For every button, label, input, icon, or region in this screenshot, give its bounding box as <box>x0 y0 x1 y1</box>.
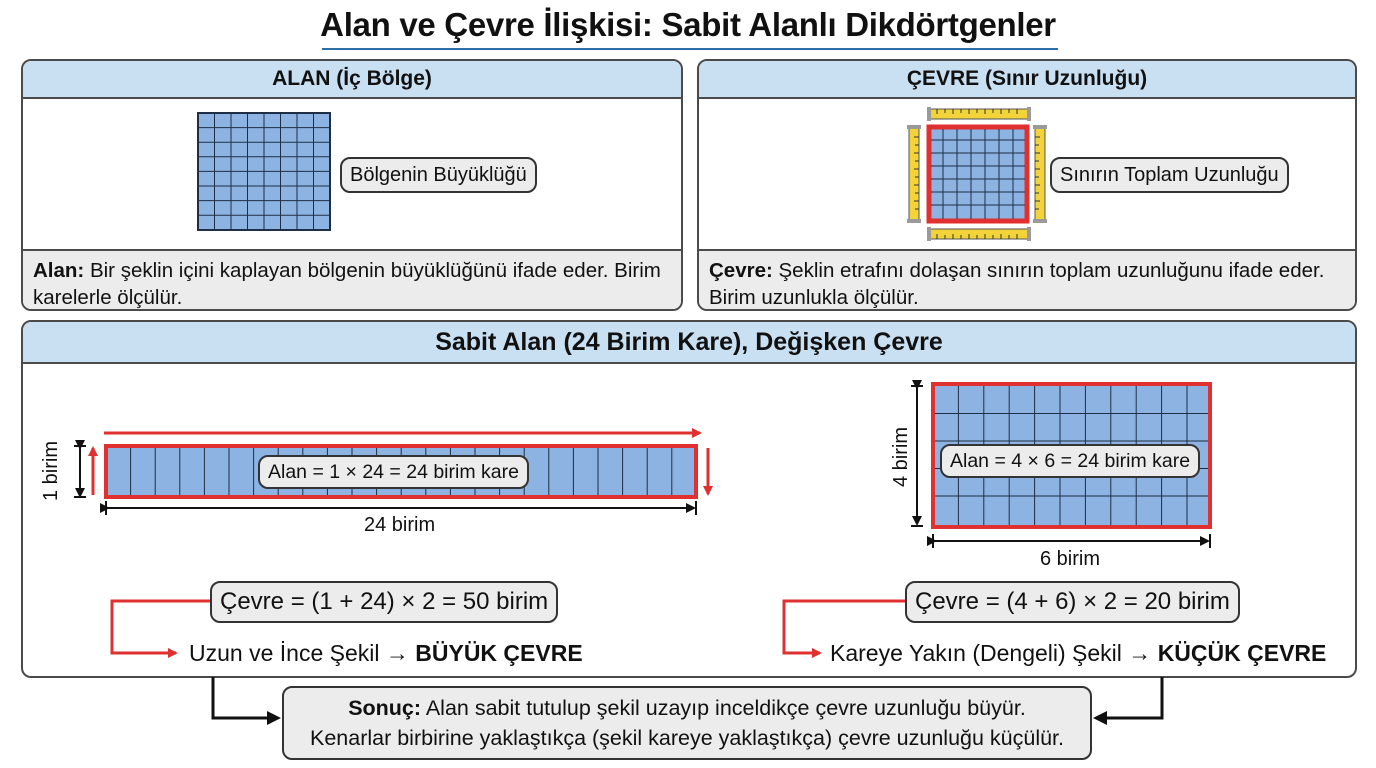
long-width-label: 24 birim <box>364 514 436 536</box>
long-result-bold: BÜYÜK ÇEVRE <box>415 640 583 666</box>
perimeter-desc-term: Çevre: <box>709 259 773 282</box>
balanced-result-bold: KÜÇÜK ÇEVRE <box>1157 640 1327 666</box>
perimeter-panel-heading: ÇEVRE (Sınır Uzunluğu) <box>699 61 1355 99</box>
area-size-pill: Bölgenin Büyüklüğü <box>340 157 537 193</box>
area-desc-term: Alan: <box>33 259 85 282</box>
conclusion-text-1: Alan sabit tutulup şekil uzayıp inceldikçe çevre uzunluğu büyür. <box>421 696 1026 720</box>
long-result-text <box>189 640 583 667</box>
comparison-heading: Sabit Alan (24 Birim Kare), Değişken Çevre <box>23 322 1355 364</box>
conclusion-line-1 <box>284 693 1090 723</box>
area-desc-text: Bir şeklin içini kaplayan bölgenin büyüklüğünü ifade eder. Birim karelerle ölçülür. <box>33 259 661 309</box>
conclusion-arrow-right <box>1096 677 1162 718</box>
conclusion-term: Sonuç: <box>348 696 422 720</box>
conclusion-box <box>282 686 1092 760</box>
long-height-label: 1 birim <box>40 440 62 501</box>
balanced-perimeter-pill: Çevre = (4 + 6) × 2 = 20 birim <box>905 581 1240 623</box>
balanced-area-pill: Alan = 4 × 6 = 24 birim kare <box>940 444 1200 478</box>
balanced-width-label: 6 birim <box>1040 548 1101 570</box>
balanced-result-label: Kareye Yakın (Dengeli) Şekil → <box>830 640 1158 666</box>
balanced-height-label: 4 birim <box>890 426 912 487</box>
balanced-result-text <box>830 640 1326 667</box>
page-title: Alan ve Çevre İlişkisi: Sabit Alanlı Dikdörtgenler <box>320 6 1056 43</box>
perimeter-desc-text: Şeklin etrafını dolaşan sınırın toplam uzunluğunu ifade eder. Birim uzunlukla ölçülür. <box>709 259 1325 309</box>
long-perimeter-pill: Çevre = (1 + 24) × 2 = 50 birim <box>210 581 558 623</box>
area-panel-heading: ALAN (İç Bölge) <box>23 61 681 99</box>
conclusion-line-2: Kenarlar birbirine yaklaştıkça (şekil kareye yaklaştıkça) çevre uzunluğu küçülür. <box>309 726 1065 750</box>
long-result-label: Uzun ve İnce Şekil → <box>189 640 416 666</box>
long-area-pill: Alan = 1 × 24 = 24 birim kare <box>258 455 529 489</box>
perimeter-length-pill: Sınırın Toplam Uzunluğu <box>1050 157 1289 193</box>
conclusion-arrow-left <box>213 677 278 718</box>
